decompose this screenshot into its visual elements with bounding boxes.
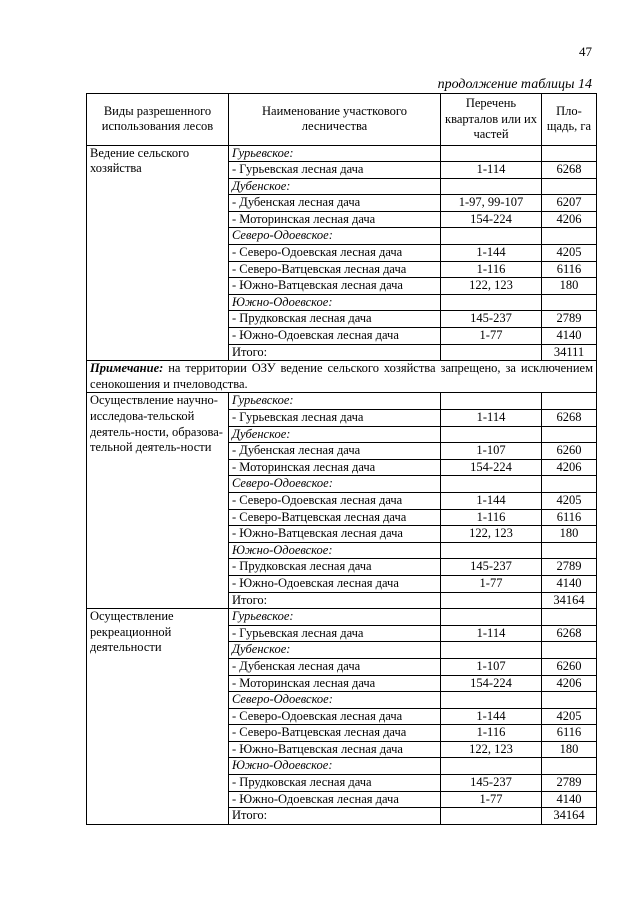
- table-header-row: [87, 94, 597, 146]
- forest-dacha-name: - Южно-Одоевская лесная дача: [229, 575, 441, 592]
- forest-dacha-name: - Северо-Ватцевская лесная дача: [229, 509, 441, 526]
- area-cell: [542, 228, 597, 245]
- header-kind: Виды разрешенного использования лесов: [87, 94, 229, 146]
- subforestry-label: Дубенское:: [229, 642, 441, 659]
- forest-dacha-name: - Моторинская лесная дача: [229, 459, 441, 476]
- area-cell: 6207: [542, 195, 597, 212]
- quarters-cell: [441, 642, 542, 659]
- quarters-cell: 1-114: [441, 410, 542, 427]
- subforestry-label: Южно-Одоевское:: [229, 758, 441, 775]
- area-cell: 4205: [542, 492, 597, 509]
- quarters-cell: 122, 123: [441, 278, 542, 295]
- area-cell: 180: [542, 278, 597, 295]
- total-label: Итого:: [229, 808, 441, 825]
- quarters-cell: 145-237: [441, 559, 542, 576]
- forest-dacha-name: - Южно-Ватцевская лесная дача: [229, 526, 441, 543]
- area-cell: 2789: [542, 775, 597, 792]
- subforestry-label: Гурьевское:: [229, 609, 441, 626]
- total-label: Итого:: [229, 344, 441, 361]
- area-cell: 4140: [542, 791, 597, 808]
- quarters-cell: [441, 344, 542, 361]
- forest-dacha-name: - Северо-Ватцевская лесная дача: [229, 261, 441, 278]
- page-number: 47: [579, 44, 592, 59]
- quarters-cell: 145-237: [441, 311, 542, 328]
- forest-dacha-name: - Гурьевская лесная дача: [229, 162, 441, 179]
- forest-dacha-name: - Моторинская лесная дача: [229, 675, 441, 692]
- area-cell: [542, 393, 597, 410]
- use-kind-cell: Ведение сельского хозяйства: [87, 145, 229, 361]
- quarters-cell: 1-114: [441, 162, 542, 179]
- note-row: [87, 361, 597, 393]
- quarters-cell: 154-224: [441, 675, 542, 692]
- area-cell: 6116: [542, 725, 597, 742]
- total-area-cell: 34164: [542, 808, 597, 825]
- quarters-cell: 1-107: [441, 443, 542, 460]
- forest-dacha-name: - Дубенская лесная дача: [229, 658, 441, 675]
- area-cell: 2789: [542, 311, 597, 328]
- area-cell: [542, 542, 597, 559]
- forest-dacha-name: - Южно-Ватцевская лесная дача: [229, 741, 441, 758]
- quarters-cell: 1-114: [441, 625, 542, 642]
- forest-dacha-name: - Северо-Ватцевская лесная дача: [229, 725, 441, 742]
- area-cell: 6260: [542, 443, 597, 460]
- forest-dacha-name: - Моторинская лесная дача: [229, 211, 441, 228]
- area-cell: 180: [542, 526, 597, 543]
- total-area-cell: 34164: [542, 592, 597, 609]
- forest-dacha-name: - Северо-Одоевская лесная дача: [229, 492, 441, 509]
- forest-dacha-name: - Гурьевская лесная дача: [229, 625, 441, 642]
- area-cell: 6268: [542, 625, 597, 642]
- forest-dacha-name: - Южно-Одоевская лесная дача: [229, 791, 441, 808]
- subforestry-label: Северо-Одоевское:: [229, 476, 441, 493]
- quarters-cell: [441, 476, 542, 493]
- area-cell: 180: [542, 741, 597, 758]
- area-cell: [542, 609, 597, 626]
- forest-dacha-name: - Северо-Одоевская лесная дача: [229, 245, 441, 262]
- quarters-cell: 145-237: [441, 775, 542, 792]
- area-cell: [542, 642, 597, 659]
- subforestry-label: Южно-Одоевское:: [229, 542, 441, 559]
- forest-dacha-name: - Прудковская лесная дача: [229, 559, 441, 576]
- table-row: [87, 609, 597, 626]
- area-cell: [542, 758, 597, 775]
- quarters-cell: [441, 808, 542, 825]
- quarters-cell: 1-97, 99-107: [441, 195, 542, 212]
- area-cell: [542, 145, 597, 162]
- quarters-cell: [441, 178, 542, 195]
- use-kind-cell: Осуществление рекреационной деятельности: [87, 609, 229, 825]
- header-forestry: Наименование участкового лесничества: [229, 94, 441, 146]
- area-cell: 6116: [542, 261, 597, 278]
- forest-dacha-name: - Дубенская лесная дача: [229, 195, 441, 212]
- forest-dacha-name: - Прудковская лесная дача: [229, 775, 441, 792]
- quarters-cell: [441, 393, 542, 410]
- quarters-cell: 1-116: [441, 261, 542, 278]
- total-area-cell: 34111: [542, 344, 597, 361]
- use-kind-cell: Осуществление научно-исследова-тельской деятель-ности, образова-тельной деятель-ности: [87, 393, 229, 609]
- quarters-cell: 154-224: [441, 459, 542, 476]
- table-caption: продолжение таблицы 14: [437, 77, 592, 92]
- quarters-cell: 1-144: [441, 492, 542, 509]
- quarters-cell: 122, 123: [441, 741, 542, 758]
- area-cell: 4205: [542, 245, 597, 262]
- area-cell: 4206: [542, 459, 597, 476]
- area-cell: 6268: [542, 162, 597, 179]
- quarters-cell: 1-77: [441, 791, 542, 808]
- quarters-cell: 1-144: [441, 245, 542, 262]
- quarters-cell: [441, 758, 542, 775]
- quarters-cell: [441, 294, 542, 311]
- quarters-cell: 1-77: [441, 575, 542, 592]
- quarters-cell: 1-77: [441, 328, 542, 345]
- quarters-cell: 122, 123: [441, 526, 542, 543]
- header-quarters: Перечень кварталов или их частей: [441, 94, 542, 146]
- area-cell: 2789: [542, 559, 597, 576]
- subforestry-label: Гурьевское:: [229, 393, 441, 410]
- forest-dacha-name: - Гурьевская лесная дача: [229, 410, 441, 427]
- note-cell: [87, 361, 597, 393]
- area-cell: 6268: [542, 410, 597, 427]
- area-cell: [542, 178, 597, 195]
- area-cell: [542, 426, 597, 443]
- quarters-cell: [441, 228, 542, 245]
- note-text: на территории ОЗУ ведение сельского хозяйства запрещено, за исключением сенокошения и пчеловодства.: [90, 361, 593, 391]
- quarters-cell: [441, 145, 542, 162]
- quarters-cell: 1-107: [441, 658, 542, 675]
- quarters-cell: [441, 592, 542, 609]
- note-label: Примечание:: [90, 361, 164, 376]
- subforestry-label: Северо-Одоевское:: [229, 692, 441, 709]
- total-label: Итого:: [229, 592, 441, 609]
- subforestry-label: Северо-Одоевское:: [229, 228, 441, 245]
- quarters-cell: [441, 609, 542, 626]
- header-area: Пло-щадь, га: [542, 94, 597, 146]
- area-cell: [542, 476, 597, 493]
- forest-dacha-name: - Прудковская лесная дача: [229, 311, 441, 328]
- area-cell: 4206: [542, 211, 597, 228]
- quarters-cell: 1-144: [441, 708, 542, 725]
- forest-use-table: [86, 93, 597, 825]
- quarters-cell: 1-116: [441, 725, 542, 742]
- quarters-cell: 154-224: [441, 211, 542, 228]
- subforestry-label: Дубенское:: [229, 178, 441, 195]
- area-cell: [542, 692, 597, 709]
- subforestry-label: Гурьевское:: [229, 145, 441, 162]
- table-row: [87, 145, 597, 162]
- forest-dacha-name: - Дубенская лесная дача: [229, 443, 441, 460]
- area-cell: 4205: [542, 708, 597, 725]
- forest-dacha-name: - Южно-Одоевская лесная дача: [229, 328, 441, 345]
- area-cell: 4206: [542, 675, 597, 692]
- forest-dacha-name: - Южно-Ватцевская лесная дача: [229, 278, 441, 295]
- area-cell: [542, 294, 597, 311]
- forest-dacha-name: - Северо-Одоевская лесная дача: [229, 708, 441, 725]
- quarters-cell: [441, 542, 542, 559]
- subforestry-label: Дубенское:: [229, 426, 441, 443]
- area-cell: 6260: [542, 658, 597, 675]
- quarters-cell: 1-116: [441, 509, 542, 526]
- subforestry-label: Южно-Одоевское:: [229, 294, 441, 311]
- area-cell: 6116: [542, 509, 597, 526]
- quarters-cell: [441, 692, 542, 709]
- quarters-cell: [441, 426, 542, 443]
- area-cell: 4140: [542, 575, 597, 592]
- area-cell: 4140: [542, 328, 597, 345]
- table-row: [87, 393, 597, 410]
